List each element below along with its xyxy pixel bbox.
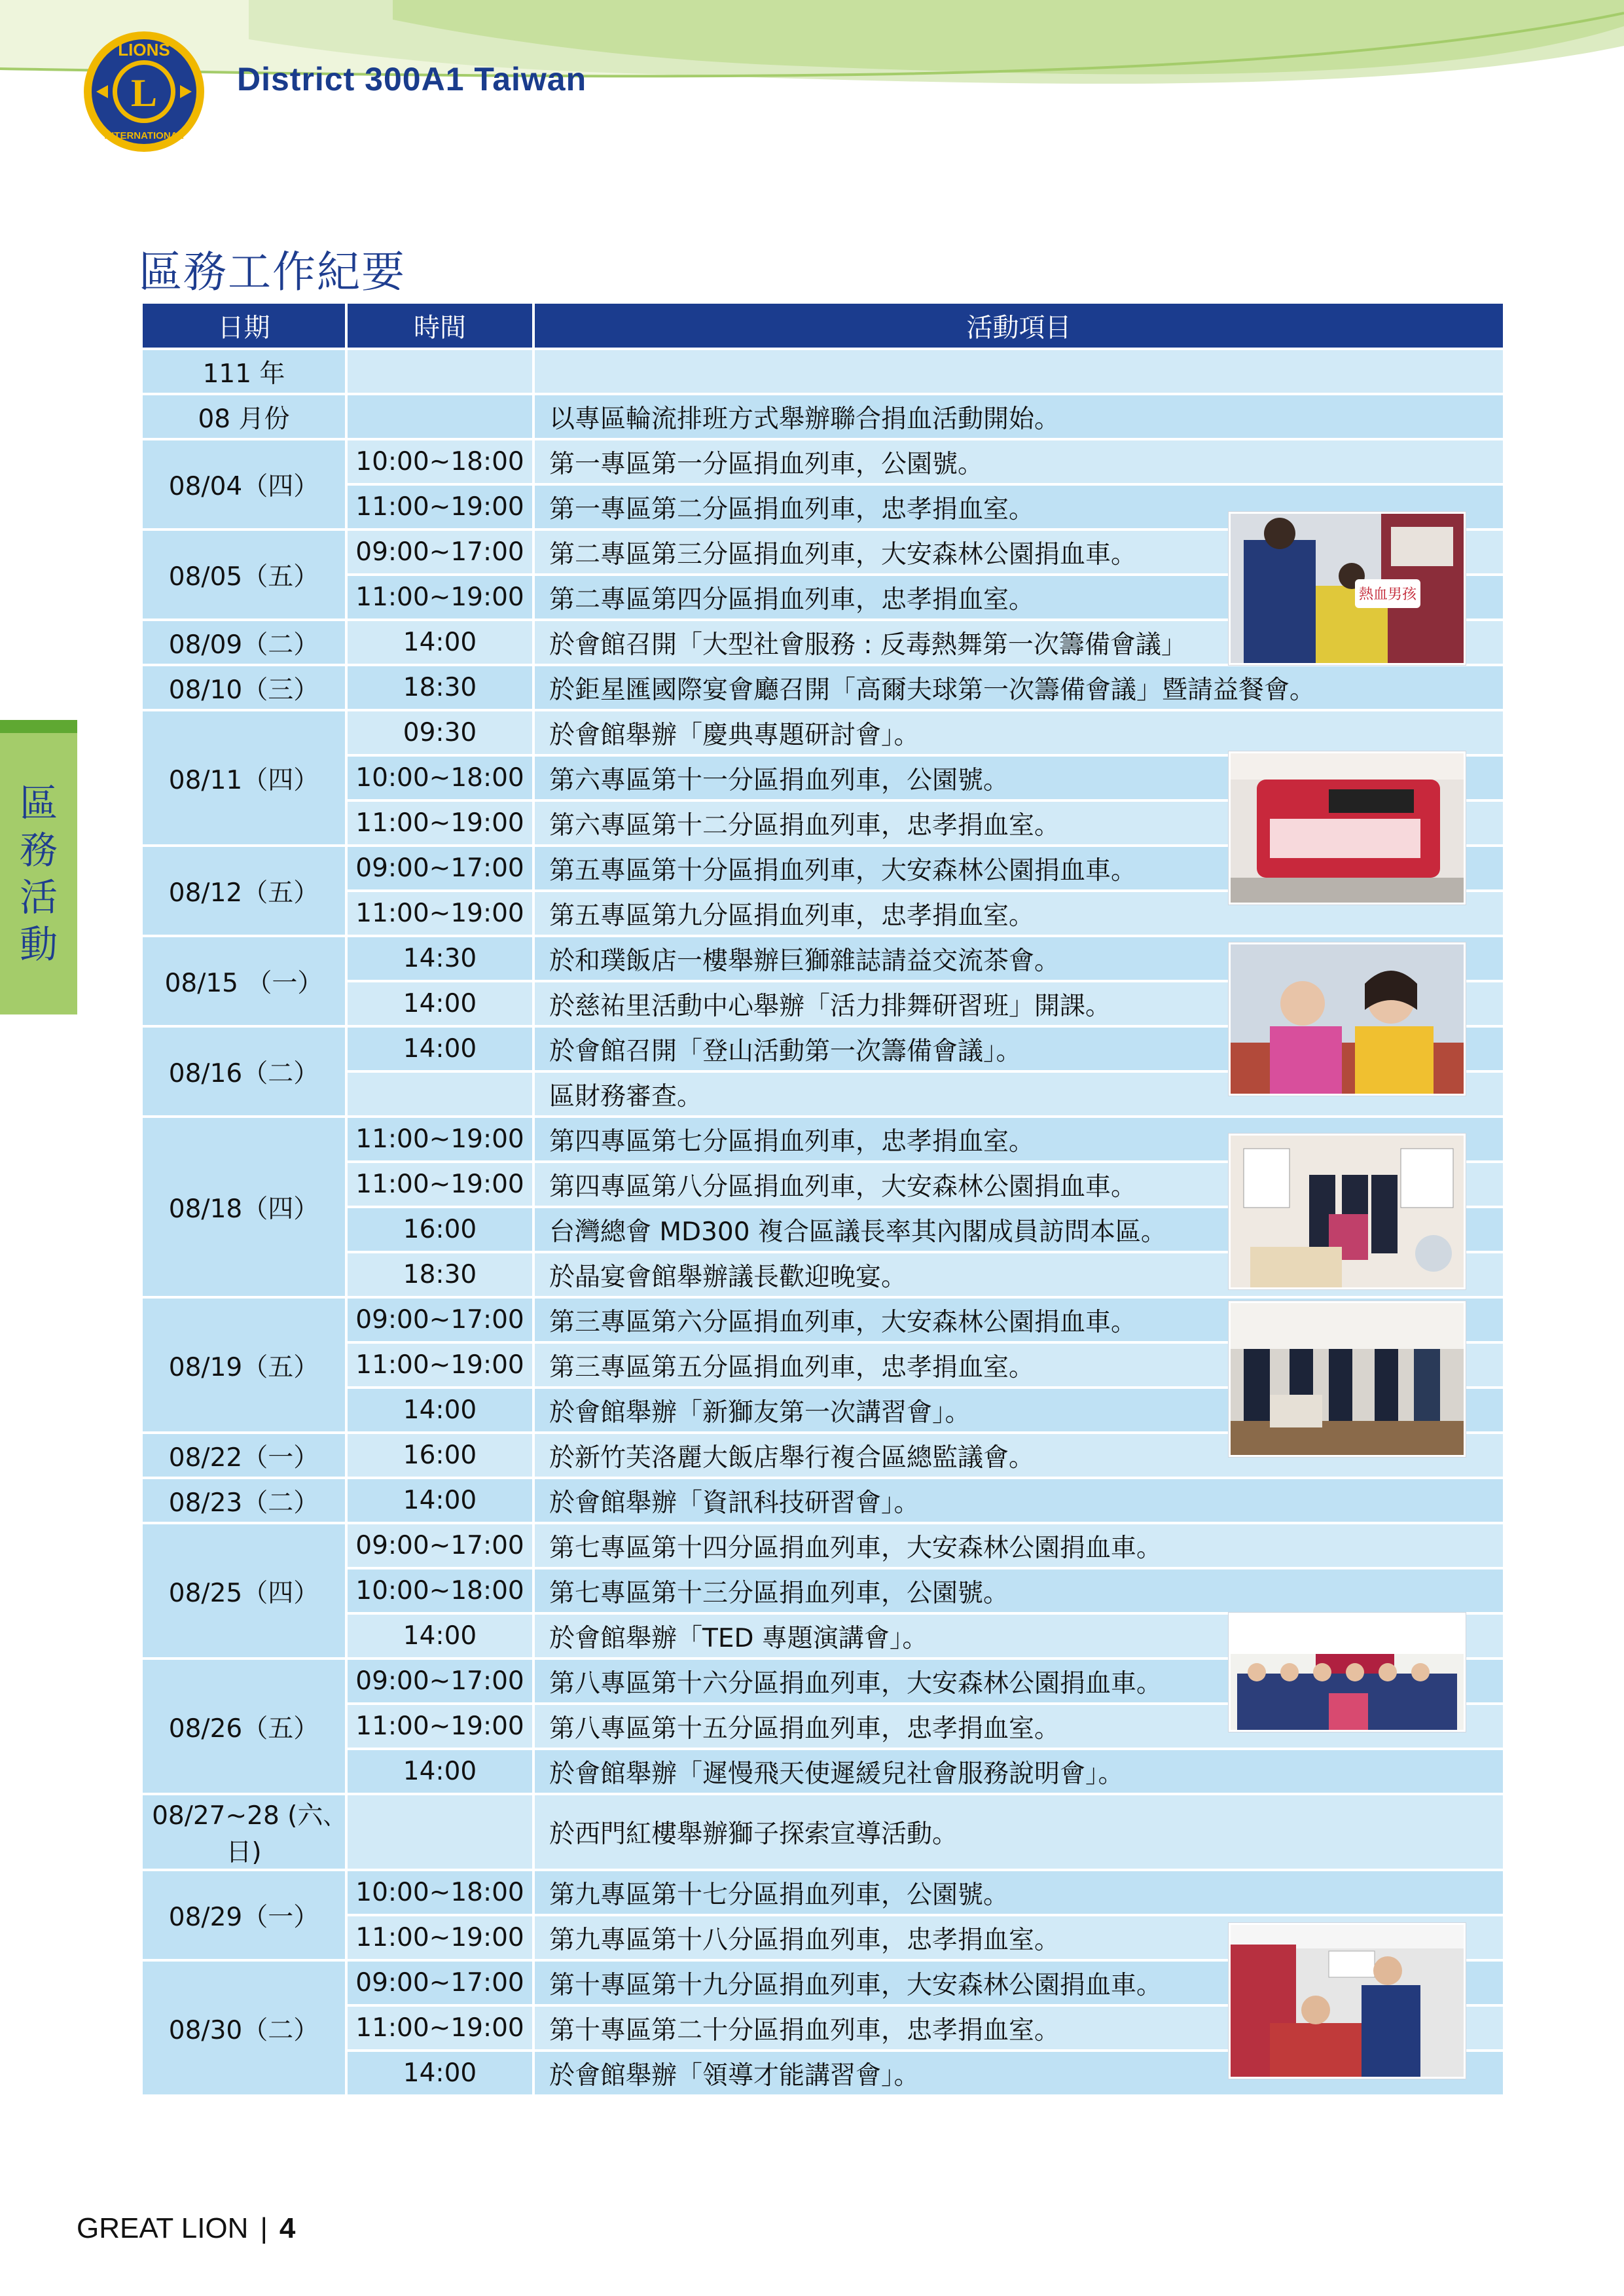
table-row: [143, 1524, 1503, 1567]
activity-cell: 第十專區第十九分區捐血列車，大安森林公園捐血車。: [535, 1962, 1503, 2004]
time-cell: 11:00~19:00: [348, 2007, 532, 2049]
time-cell: 14:00: [348, 621, 532, 664]
activity-cell: 第四專區第八分區捐血列車，大安森林公園捐血車。: [535, 1163, 1503, 1206]
svg-text:L: L: [130, 71, 158, 115]
time-cell: 11:00~19:00: [348, 802, 532, 844]
time-cell: 09:00~17:00: [348, 531, 532, 573]
activity-cell: 於會館舉辦「慶典專題研討會」。: [535, 711, 1503, 754]
activity-cell: 第二專區第三分區捐血列車，大安森林公園捐血車。: [535, 531, 1503, 573]
activity-cell: 區財務審查。: [535, 1073, 1503, 1115]
table-row: [143, 1479, 1503, 1522]
table-row: [143, 711, 1503, 754]
table-row: [143, 440, 1503, 483]
donation-room-photo: [1229, 1923, 1466, 2079]
activity-cell: 第九專區第十七分區捐血列車，公園號。: [535, 1871, 1503, 1914]
date-cell: 08/19（五）: [143, 1299, 345, 1431]
time-cell: 18:30: [348, 666, 532, 709]
table-row: [143, 1871, 1503, 1914]
activity-cell: 於晶宴會館舉辦議長歡迎晚宴。: [535, 1253, 1503, 1296]
header-date: 日期: [143, 304, 345, 348]
date-cell: 08/27~28 (六､日): [143, 1795, 345, 1869]
time-cell: [348, 395, 532, 438]
date-cell: 08 月份: [143, 395, 345, 438]
svg-text:INTERNATIONAL: INTERNATIONAL: [104, 130, 184, 141]
time-cell: 11:00~19:00: [348, 1705, 532, 1748]
activity-cell: 第八專區第十六分區捐血列車，大安森林公園捐血車。: [535, 1660, 1503, 1702]
time-cell: 10:00~18:00: [348, 440, 532, 483]
activity-cell: 於慈祐里活動中心舉辦「活力排舞研習班」開課。: [535, 982, 1503, 1025]
activity-cell: 以專區輪流排班方式舉辦聯合捐血活動開始。: [535, 395, 1503, 438]
activity-cell: 於鉅星匯國際宴會廳召開「高爾夫球第一次籌備會議」暨請益餐會。: [535, 666, 1503, 709]
activity-cell: 於會館舉辦「資訊科技研習會」。: [535, 1479, 1503, 1522]
activity-cell: 第一專區第二分區捐血列車，忠孝捐血室。: [535, 486, 1503, 528]
section-side-tab: [0, 720, 77, 1014]
svg-text:LIONS: LIONS: [118, 40, 170, 60]
lions-logo-icon: [82, 29, 206, 154]
blood-bus-photo: [1229, 751, 1466, 905]
time-cell: 16:00: [348, 1434, 532, 1477]
activity-cell: 第二專區第四分區捐血列車，忠孝捐血室。: [535, 576, 1503, 619]
time-cell: 11:00~19:00: [348, 892, 532, 935]
time-cell: 11:00~19:00: [348, 1118, 532, 1160]
table-row: [143, 395, 1503, 438]
activity-cell: [535, 350, 1503, 393]
activity-cell: 台灣總會 MD300 複合區議長率其內閣成員訪問本區。: [535, 1208, 1503, 1251]
group-photo: [1229, 1613, 1466, 1732]
time-cell: 09:00~17:00: [348, 1962, 532, 2004]
time-cell: 14:00: [348, 1750, 532, 1793]
page-title: 區務工作紀要: [139, 247, 406, 297]
activity-cell: 第七專區第十四分區捐血列車，大安森林公園捐血車。: [535, 1524, 1503, 1567]
activity-cell: 第一專區第一分區捐血列車，公園號。: [535, 440, 1503, 483]
activity-cell: 第四專區第七分區捐血列車，忠孝捐血室。: [535, 1118, 1503, 1160]
footer-separator: |: [260, 2212, 268, 2244]
date-cell: 08/05（五）: [143, 531, 345, 619]
activity-cell: 第九專區第十八分區捐血列車，忠孝捐血室。: [535, 1916, 1503, 1959]
date-cell: 08/04（四）: [143, 440, 345, 528]
time-cell: 16:00: [348, 1208, 532, 1251]
time-cell: 11:00~19:00: [348, 1163, 532, 1206]
table-row: [143, 350, 1503, 393]
activity-cell: 於會館舉辦「領導才能講習會」。: [535, 2052, 1503, 2094]
activity-cell: 於和璞飯店一樓舉辦巨獅雜誌請益交流茶會。: [535, 937, 1503, 980]
table-row: [143, 666, 1503, 709]
activity-cell: 第五專區第十分區捐血列車，大安森林公園捐血車。: [535, 847, 1503, 889]
time-cell: 18:30: [348, 1253, 532, 1296]
time-cell: [348, 1073, 532, 1115]
activity-cell: 於會館召開「登山活動第一次籌備會議」。: [535, 1028, 1503, 1070]
activity-cell: 於會館舉辦「TED 專題演講會」。: [535, 1615, 1503, 1657]
activity-cell: 於會館召開「大型社會服務 : 反毒熱舞第一次籌備會議」: [535, 621, 1503, 664]
meeting-group-photo: [1229, 1301, 1466, 1457]
date-cell: 08/09（二）: [143, 621, 345, 664]
table-row: [143, 1570, 1503, 1612]
date-cell: 08/18（四）: [143, 1118, 345, 1296]
date-cell: 08/23（二）: [143, 1479, 345, 1522]
date-cell: 08/29（一）: [143, 1871, 345, 1959]
activity-cell: 第六專區第十一分區捐血列車，公園號。: [535, 757, 1503, 799]
time-cell: 10:00~18:00: [348, 1871, 532, 1914]
activity-cell: 第十專區第二十分區捐血列車，忠孝捐血室。: [535, 2007, 1503, 2049]
activity-cell: 第六專區第十二分區捐血列車，忠孝捐血室。: [535, 802, 1503, 844]
activity-cell: 於新竹芙洛麗大飯店舉行複合區總監議會。: [535, 1434, 1503, 1477]
magazine-name: GREAT LION: [77, 2212, 249, 2244]
date-cell: 08/22（一）: [143, 1434, 345, 1477]
date-cell: 08/11（四）: [143, 711, 345, 844]
delegation-visit-photo: [1229, 1134, 1466, 1289]
activity-cell: 於會館舉辦「遲慢飛天使遲緩兒社會服務說明會」。: [535, 1750, 1503, 1793]
time-cell: 14:00: [348, 982, 532, 1025]
side-tab-char: 區: [19, 781, 58, 825]
time-cell: 09:30: [348, 711, 532, 754]
time-cell: 14:30: [348, 937, 532, 980]
activity-cell: 第八專區第十五分區捐血列車，忠孝捐血室。: [535, 1705, 1503, 1748]
date-cell: 08/30（二）: [143, 1962, 345, 2094]
time-cell: 10:00~18:00: [348, 1570, 532, 1612]
time-cell: 14:00: [348, 1615, 532, 1657]
activity-cell: 第五專區第九分區捐血列車，忠孝捐血室。: [535, 892, 1503, 935]
time-cell: 09:00~17:00: [348, 1660, 532, 1702]
photo-sign-text: 熱血男孩: [1358, 586, 1417, 603]
date-cell: 08/16（二）: [143, 1028, 345, 1115]
time-cell: [348, 350, 532, 393]
date-cell: 08/10（三）: [143, 666, 345, 709]
page-number: 4: [279, 2212, 296, 2244]
header-time: 時間: [348, 304, 532, 348]
time-cell: 14:00: [348, 2052, 532, 2094]
time-cell: 09:00~17:00: [348, 1524, 532, 1567]
time-cell: 11:00~19:00: [348, 486, 532, 528]
time-cell: [348, 1795, 532, 1869]
time-cell: 11:00~19:00: [348, 1344, 532, 1386]
side-tab-char: 務: [19, 828, 58, 872]
date-cell: 08/26（五）: [143, 1660, 345, 1793]
date-cell: 111 年: [143, 350, 345, 393]
time-cell: 09:00~17:00: [348, 1299, 532, 1341]
time-cell: 11:00~19:00: [348, 576, 532, 619]
time-cell: 14:00: [348, 1479, 532, 1522]
activity-cell: 第七專區第十三分區捐血列車，公園號。: [535, 1570, 1503, 1612]
date-cell: 08/25（四）: [143, 1524, 345, 1657]
time-cell: 14:00: [348, 1028, 532, 1070]
side-tab-char: 活: [19, 875, 58, 920]
header-activity: 活動項目: [535, 304, 1503, 348]
time-cell: 09:00~17:00: [348, 847, 532, 889]
activity-cell: 第三專區第六分區捐血列車，大安森林公園捐血車。: [535, 1299, 1503, 1341]
time-cell: 14:00: [348, 1389, 532, 1431]
table-row: [143, 1795, 1503, 1869]
page-footer: [77, 2212, 295, 2245]
side-tab-char: 動: [19, 922, 58, 967]
donors-photo: [1229, 942, 1466, 1096]
activity-cell: 第三專區第五分區捐血列車，忠孝捐血室。: [535, 1344, 1503, 1386]
table-header-row: [143, 304, 1503, 348]
time-cell: 11:00~19:00: [348, 1916, 532, 1959]
table-row: [143, 1750, 1503, 1793]
activity-cell: 於西門紅樓舉辦獅子探索宣導活動。: [535, 1795, 1503, 1869]
time-cell: 10:00~18:00: [348, 757, 532, 799]
date-cell: 08/12（五）: [143, 847, 345, 935]
district-name: District 300A1 Taiwan: [237, 61, 587, 98]
activity-cell: 於會館舉辦「新獅友第一次講習會」。: [535, 1389, 1503, 1431]
blood-donation-photo: [1229, 512, 1466, 665]
date-cell: 08/15 （一）: [143, 937, 345, 1025]
